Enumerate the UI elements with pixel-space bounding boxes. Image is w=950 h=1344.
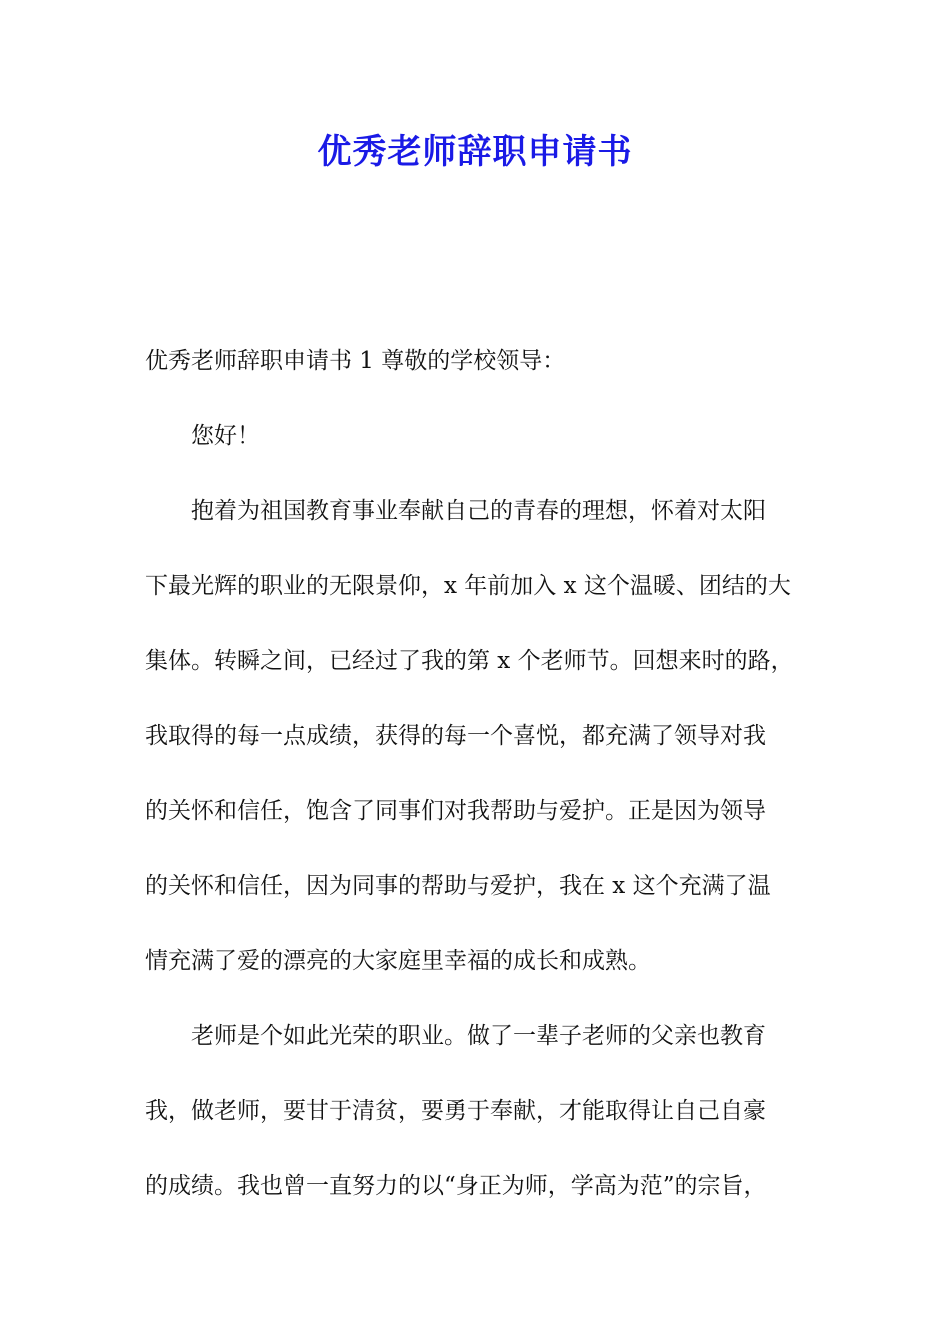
body-line: 您好！ bbox=[191, 423, 260, 449]
body-line: 的关怀和信任，饱含了同事们对我帮助与爱护。正是因为领导 bbox=[145, 798, 766, 824]
body-line: 的成绩。我也曾一直努力的以“身正为师，学高为范”的宗旨， bbox=[145, 1173, 767, 1199]
body-line: 我，做老师，要甘于清贫，要勇于奉献，才能取得让自己自豪 bbox=[145, 1098, 766, 1124]
document-body bbox=[145, 336, 821, 1236]
body-line: 优秀老师辞职申请书 1 尊敬的学校领导： bbox=[145, 348, 566, 374]
body-line: 下最光辉的职业的无限景仰，x 年前加入 x 这个温暖、团结的大 bbox=[145, 573, 791, 599]
body-line: 集体。转瞬之间，已经过了我的第 x 个老师节。回想来时的路， bbox=[145, 648, 794, 674]
body-line: 抱着为祖国教育事业奉献自己的青春的理想，怀着对太阳 bbox=[191, 498, 766, 524]
body-line: 的关怀和信任，因为同事的帮助与爱护，我在 x 这个充满了温 bbox=[145, 873, 771, 899]
body-line: 老师是个如此光荣的职业。做了一辈子老师的父亲也教育 bbox=[191, 1023, 766, 1049]
body-line: 情充满了爱的漂亮的大家庭里幸福的成长和成熟。 bbox=[145, 948, 651, 974]
body-line: 我取得的每一点成绩，获得的每一个喜悦，都充满了领导对我 bbox=[145, 723, 766, 749]
document-title: 优秀老师辞职申请书 bbox=[317, 132, 633, 172]
